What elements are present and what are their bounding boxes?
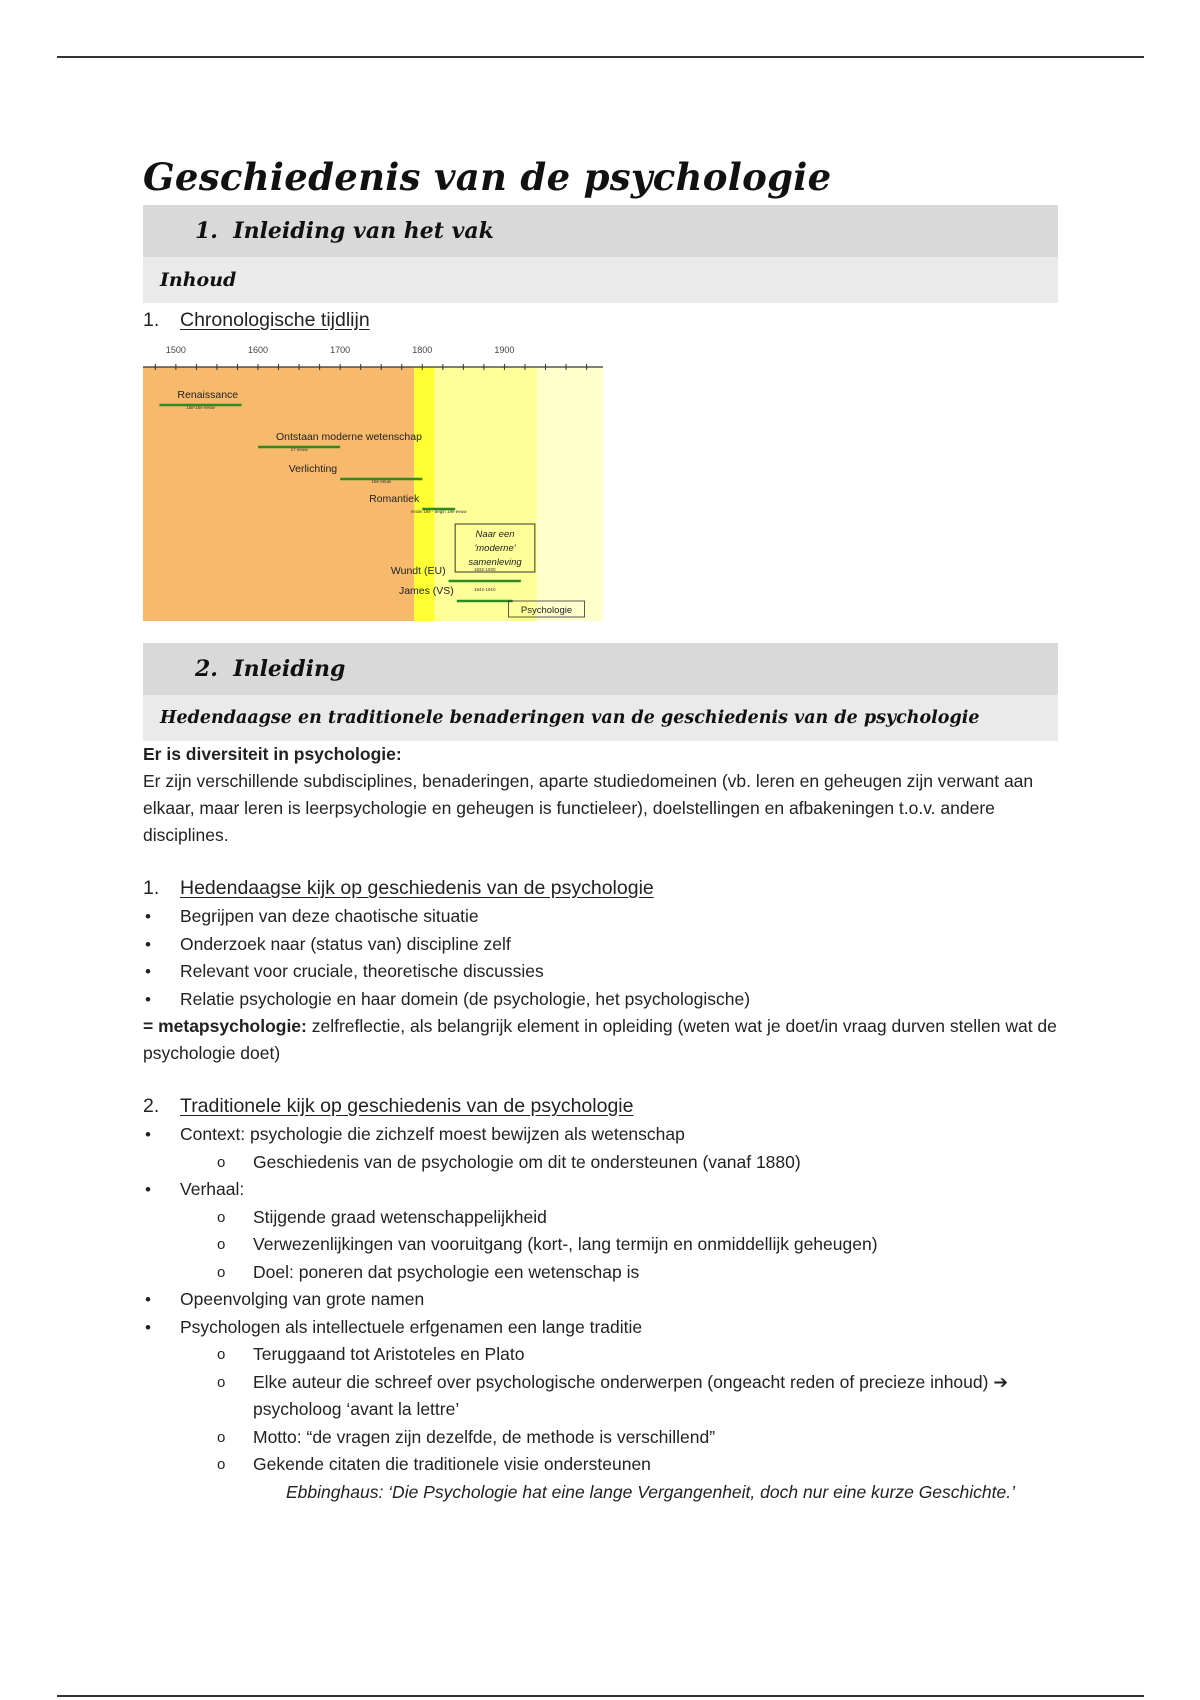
section2-heading: 2. Inleiding bbox=[143, 643, 1058, 695]
timeline-period-sub: 1842-1910 bbox=[473, 587, 496, 592]
ebbinghaus-quote: Ebbinghaus: ‘Die Psychologie hat eine lange Vergangenheit, doch nur eine kurze Geschichte.’ bbox=[286, 1481, 1015, 1502]
timeline-chart bbox=[143, 339, 603, 621]
timeline-end-label: Psychologie bbox=[520, 605, 573, 616]
sub1-heading-label: Hedendaagse kijk op geschiedenis van de psychologie bbox=[180, 877, 654, 899]
timeline-period-label: Verlichting bbox=[288, 463, 338, 475]
top-rule bbox=[57, 56, 1144, 58]
list-item: • Begrijpen van deze chaotische situatie bbox=[143, 903, 1058, 931]
timeline-tick-label: 1900 bbox=[494, 345, 515, 355]
section2-subheading: Hedendaagse en traditionele benaderingen van de geschiedenis van de psychologie bbox=[143, 695, 1058, 741]
timeline-period-sub: 15e-16e eeuw bbox=[186, 405, 215, 410]
diversity-text: Er zijn verschillende subdisciplines, benaderingen, aparte studiedomeinen (vb. leren en geheugen zijn verwant aan elkaar, maar leren is leerpsychologie en geheugen is functieleer), doelstellingen en afbakeningen t.o.v. andere disciplines. bbox=[143, 771, 1034, 845]
list-item bbox=[143, 1176, 1058, 1286]
timeline-period-label: James (VS) bbox=[398, 585, 454, 597]
metapsychologie-paragraph bbox=[143, 1013, 1058, 1067]
section1-heading: 1. Inleiding van het vak bbox=[143, 205, 1058, 257]
list-item-text: Psychologen als intellectuele erfgenamen een lange traditie bbox=[180, 1316, 643, 1337]
sub-list bbox=[180, 1149, 1058, 1177]
timeline-tick-label: 1800 bbox=[412, 345, 433, 355]
timeline-callout-text: 'moderne' bbox=[474, 543, 516, 554]
timeline-tick-label: 1600 bbox=[247, 345, 269, 355]
timeline-period-label: Romantiek bbox=[369, 493, 420, 505]
section1-subheading: Inhoud bbox=[143, 257, 1058, 303]
sub-list-item: o Stijgende graad wetenschappelijkheid bbox=[143, 1204, 1058, 1232]
sub-list-item: o Teruggaand tot Aristoteles en Plato bbox=[143, 1341, 1058, 1369]
sub-list-item: o Geschiedenis van de psychologie om dit te ondersteunen (vanaf 1880) bbox=[143, 1149, 1058, 1177]
metapsychologie-text: zelfreflectie, als belangrijk element in opleiding (weten wat je doet/in vraag durven stellen wat de psychologie doet) bbox=[143, 1016, 1057, 1063]
list-item bbox=[143, 1121, 1058, 1176]
sub-list-item: o Elke auteur die schreef over psychologische onderwerpen (ongeacht reden of precieze inhoud) ➔ psycholoog ‘avant la lettre’ bbox=[143, 1369, 1058, 1424]
timeline-period-label: Ontstaan moderne wetenschap bbox=[276, 431, 422, 443]
sub2-heading bbox=[143, 1091, 1058, 1121]
sub2-heading-num: 2. bbox=[143, 1095, 160, 1117]
list-item: • Relatie psychologie en haar domein (de psychologie, het psychologische) bbox=[143, 986, 1058, 1014]
list-item: • Relevant voor cruciale, theoretische discussies bbox=[143, 958, 1058, 986]
sub-list bbox=[180, 1204, 1058, 1287]
timeline-svg bbox=[143, 339, 603, 621]
timeline-heading-num: 1. bbox=[143, 309, 160, 331]
list-item bbox=[143, 1314, 1058, 1507]
timeline-tick-label: 1500 bbox=[165, 345, 186, 355]
sub-list-item: o Motto: “de vragen zijn dezelfde, de methode is verschillend” bbox=[143, 1424, 1058, 1452]
timeline-period-sub: 18e eeuw bbox=[371, 479, 391, 484]
sub-list-item: o Doel: poneren dat psychologie een wetenschap is bbox=[143, 1259, 1058, 1287]
timeline-period-label: Wundt (EU) bbox=[390, 565, 446, 577]
timeline-period-sub: einde 18e - begin 19e eeuw bbox=[410, 509, 467, 514]
timeline-band bbox=[435, 367, 538, 621]
document-title: Geschiedenis van de psychologie bbox=[143, 155, 832, 199]
timeline-callout-text: Naar een bbox=[475, 529, 515, 540]
timeline-band bbox=[537, 367, 603, 621]
timeline-period-sub: 17 eeuw bbox=[290, 447, 308, 452]
list-item: • Opeenvolging van grote namen bbox=[143, 1286, 1058, 1314]
timeline-period-sub: 1832-1920 bbox=[473, 567, 496, 572]
sub1-bullet-list bbox=[143, 903, 1058, 1013]
sub2-heading-label: Traditionele kijk op geschiedenis van de psychologie bbox=[180, 1095, 634, 1117]
timeline-heading bbox=[143, 305, 1058, 335]
document-page bbox=[143, 150, 1058, 1506]
sub-list-item: o Verwezenlijkingen van vooruitgang (kort-, lang termijn en onmiddellijk geheugen) bbox=[143, 1231, 1058, 1259]
sub-list bbox=[180, 1341, 1058, 1479]
timeline-heading-label: Chronologische tijdlijn bbox=[180, 309, 370, 331]
timeline-period-label: Renaissance bbox=[177, 389, 239, 401]
sub2-bullet-list bbox=[143, 1121, 1058, 1506]
list-item: • Onderzoek naar (status van) discipline zelf bbox=[143, 931, 1058, 959]
timeline-tick-label: 1700 bbox=[330, 345, 351, 355]
sub1-heading-num: 1. bbox=[143, 877, 160, 899]
list-item-text: Verhaal: bbox=[180, 1179, 245, 1199]
list-item-text: Context: psychologie die zichzelf moest bewijzen als wetenschap bbox=[180, 1124, 685, 1144]
sub1-heading bbox=[143, 873, 1058, 903]
sub-list-item: o Gekende citaten die traditionele visie ondersteunen bbox=[143, 1451, 1058, 1479]
metapsychologie-label: = metapsychologie: bbox=[143, 1016, 307, 1036]
timeline-callout-text: samenleving bbox=[468, 557, 522, 568]
bottom-rule bbox=[57, 1695, 1144, 1697]
diversity-label: Er is diversiteit in psychologie: bbox=[143, 744, 402, 764]
